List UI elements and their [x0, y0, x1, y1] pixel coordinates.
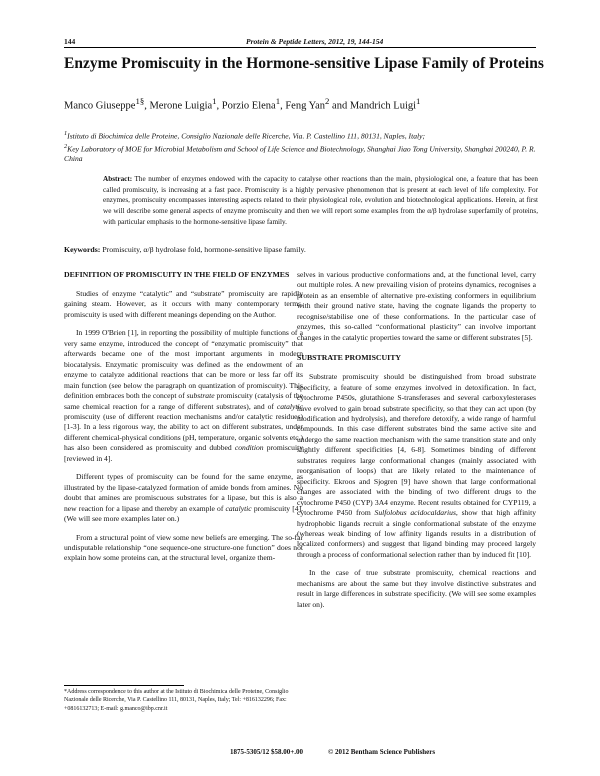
affiliation-1: $^1$Istituto di Biochimica delle Proteine, Consiglio Nazionale delle Ricerche, Via. P. Castellino 111, 80131, Naples, Italy; — [64, 130, 426, 141]
paragraph: selves in various productive conformations and, at the functional level, carry out multiple roles. A new prevailing vision of proteins dynamics, recognises a protein as an ensemble of alternative pre-existing conformers in equilibrium with their ground native state, having the cognate ligands the property to recognise/stabilise one of these conformations. In the particular case of enzymes, this so-called “conformational plasticity” can involve important changes in the catalytic properties toward the same or different substrates [5]. — [297, 270, 536, 342]
abstract-text: The number of enzymes endowed with the capacity to catalyse other reactions than the main, physiological one, a feature that has been called promiscuity, is increasing at a fast pace. Promiscuity is a highly pervasive phenomenon that is present at each level of life complexity. For enzymes, promiscuity encompasses interesting aspects related to their physiological role, evolution and biotechnological applications. Herein, at first we will describe some general aspects of enzyme promiscuity and then we will report some examples from the α/β hydrolase superfamily of proteins, with particular emphasis to the hormone-sensitive lipase family. — [103, 175, 538, 226]
publisher-copyright: © 2012 Bentham Science Publishers — [328, 748, 436, 756]
author-name: Feng Yan — [285, 100, 326, 112]
paragraph: From a structural point of view some new beliefs are emerging. The so-far undisputable relationship “one sequence-one structure-one function” does not explain how some proteins can, at the structural level, organize them- — [64, 532, 303, 563]
author-affiliation-mark: 1 — [275, 96, 281, 106]
journal-citation: Protein & Peptide Letters, 2012, 19, 144-154 — [246, 37, 384, 46]
author-affiliation-mark: 1§ — [135, 96, 145, 106]
author-name: Manco Giuseppe — [64, 100, 136, 112]
paragraph: Substrate promiscuity should be distinguished from broad substrate specificity, a feature of some enzymes involved in detoxification. In fact, cytochrome P450s, glutathione S-transferases and several carboxylesterases have evolved to gain broad substrate specificity, so that they can act upon (by modification and hydrolysis), and therefore detoxify, a wide range of harmful compounds. In this case different substrates bind the same active site and undergo the same reaction mechanism with the same transition state and only slightly different specificities [4, 6-8]. Sometimes binding of different substrates requires large conformational changes (mainly associated with reorganisation of loops) that are likely related to the maintenance of specificity. Ekroos and Sjogren [9] have shown that large conformational changes are associated with the binding of two different drugs to the cytochrome P450 (CYP) 3A4 enzyme. Recent results obtained for CYP119, a cytochrome P450 from Sulfolobus acidocaldarius, show that high affinity hydrophobic ligands recruit a single conformational substate of the enzyme (whereas weak binding of low affinity ligands results in a distribution of localized conformers) and suggest that ligand binding may proceed largely through a process of conformational selection rather than by induced fit [10]. — [297, 372, 536, 559]
section-heading-substrate-promiscuity: SUBSTRATE PROMISCUITY — [297, 353, 402, 363]
keywords-label: Keywords: — [64, 245, 101, 254]
affiliations — [64, 129, 544, 165]
author-affiliation-mark: 2 — [325, 96, 330, 106]
affiliation-2: $^2$Key Laboratory of MOE for Microbial Metabolism and School of Life Science and Biotechnology, Shanghai Jiao Tong University, Shanghai 200240, P. R. China — [64, 142, 536, 164]
paragraph: In 1999 O'Brien [1], in reporting the possibility of multiple functions of a very same enzyme, introduced the concept of “enzymatic promiscuity” that afterwards became one of the most important arguments in modern biocatalysis. Enzymatic promiscuity was defined as the endowment of an enzyme to catalyze additional reactions that can be more or less far off its main function (see below the paragraph on quantization of promiscuity). This definition embraces both the concept of substrate promiscuity (catalysis of the same chemical reaction for a range of different substrates), and of catalytic promiscuity (use of different reaction mechanisms and/or catalytic residues) [1-3]. In a less rigorous way, the ability to act on different substrates, under different chemical-physical conditions (pH, temperature, organic solvents etc.) has also been considered as promiscuity and dubbed condition promiscuity [reviewed in 4]. — [64, 328, 303, 463]
author-affiliation-mark: 1 — [212, 96, 217, 106]
section-heading-definition: DEFINITION OF PROMISCUITY IN THE FIELD OF ENZYMES — [64, 270, 290, 279]
abstract-label: Abstract: — [103, 175, 133, 183]
keywords-text: Promiscuity, α/β hydrolase fold, hormone-sensitive lipase family. — [100, 245, 306, 254]
page-number: 144 — [64, 37, 76, 46]
paragraph: Studies of enzyme “catalytic” and “substrate” promiscuity are rapidly gaining steam. However, as it occurs with many contemporary terms, promiscuity is used with different meanings depending on the Author. — [64, 289, 303, 319]
issn-price: 1875-5305/12 $58.00+.00 — [230, 748, 304, 756]
author-separator: and — [329, 100, 350, 112]
author-separator: , — [144, 100, 150, 112]
paragraph: Different types of promiscuity can be found for the same enzyme, as illustrated by the lipase-catalyzed formation of amide bonds from amines. No doubt that amines are promiscuous substrates for a lipase, but this is also a new reaction for a lipase and thereby an example of catalytic promiscuity [4]. (We will see more examples later on.) — [64, 472, 304, 524]
author-affiliation-mark: 1 — [416, 96, 421, 106]
author-list — [64, 96, 536, 112]
right-column — [297, 270, 536, 618]
abstract — [103, 174, 538, 228]
author-name: Mandrich Luigi — [349, 100, 417, 112]
author-name: Porzio Elena — [221, 100, 276, 112]
author-separator: , — [216, 100, 222, 112]
correspondence-footnote: *Address correspondence to this author at the Istituto di Biochimica delle Proteine, Consiglio Nazionale delle Ricerche, Via P. Castellino 111, 80131, Naples, Italy; Tel: +816132296; Fax: +0816132713; E-mail: g.manco@ibp.cnr.it — [64, 689, 289, 712]
article-title: Enzyme Promiscuity in the Hormone-sensitive Lipase Family of Proteins — [64, 55, 544, 72]
left-column — [64, 270, 303, 572]
header-rule — [64, 47, 536, 48]
footnote-rule — [64, 685, 184, 686]
author-name: Merone Luigia — [149, 100, 213, 112]
author-separator: , — [280, 100, 286, 112]
keywords — [64, 245, 536, 254]
paragraph: In the case of true substrate promiscuity, chemical reactions and mechanisms are about the same but they involve distinctive substrates and result in large differences in substrate specificity. (We will see some examples later on). — [297, 568, 536, 609]
